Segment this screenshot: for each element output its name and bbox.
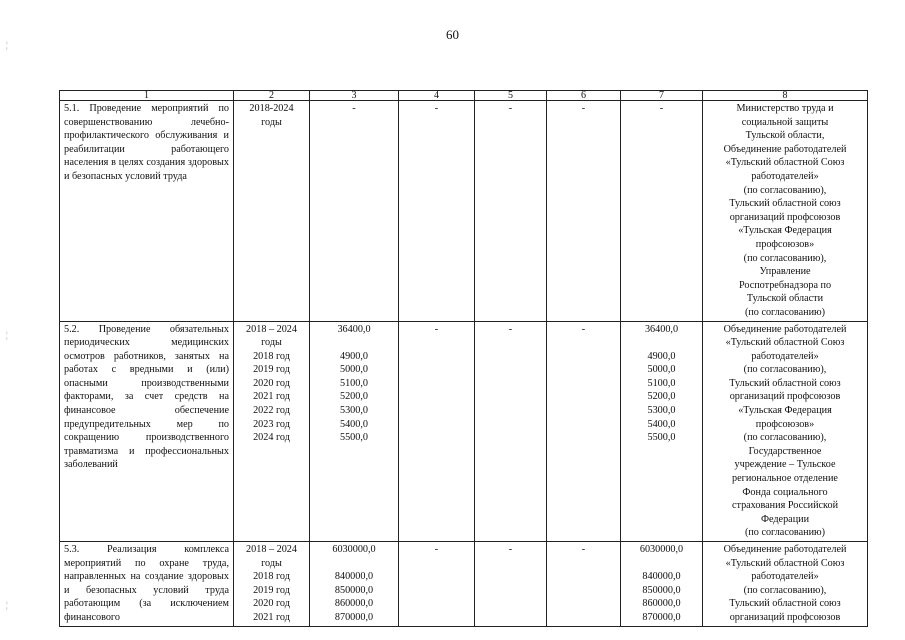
cell-line: 840000,0 [334,571,374,583]
amount-cell [399,321,475,542]
cell-line: - [434,544,439,555]
column-header: 6 [547,91,621,101]
cell-line: - [508,103,513,114]
spacer [625,336,698,350]
table-header-row [60,91,868,101]
cell-line: 5200,0 [339,391,368,403]
cell-line: 5400,0 [647,418,676,430]
scan-margin-mark: ¦ [6,330,8,340]
cell-line: Фонда социального [742,486,828,498]
amount-cell [547,321,621,542]
cell-line: - [434,103,439,114]
cell-line: 5100,0 [339,377,368,389]
cell-line: 4900,0 [647,350,676,362]
cell-line: Объединение работодателей [723,544,847,555]
cell-line: 850000,0 [334,584,374,596]
measures-table [59,90,868,627]
cell-line: (по согласованию), [743,184,827,196]
column-header: 5 [475,91,547,101]
cell-line: 5300,0 [339,405,368,417]
spacer [314,336,394,350]
cell-line: 2019 год [253,584,290,596]
cell-line: - [352,103,356,114]
cell-line: Тульский областной союз [729,377,841,389]
cell-line: работодателей» [751,350,819,362]
cell-line: организаций профсоюзов [729,211,841,223]
cell-line: 5300,0 [647,405,676,417]
cell-line: профсоюзов» [755,418,815,430]
cell-line: 5.1. Проведение мероприятий по совершенствованию лечебно-профилактического обслуживания и реабилитации работающего населения в целях создания здоровых и безопасных условий труда [64,103,229,182]
cell-line: 860000,0 [334,598,374,610]
responsible-cell [703,542,868,627]
cell-line: 2021 год [253,391,290,403]
measure-title [60,101,234,322]
cell-line: Министерство труда и [736,103,834,114]
amount-total-cell [310,321,399,542]
amount-cell [547,542,621,627]
cell-line: профсоюзов» [755,238,815,250]
cell-line: организаций профсоюзов [729,391,841,403]
column-header: 8 [703,91,868,101]
period-cell [234,542,310,627]
page-number: 60 [446,27,459,42]
cell-line: Тульский областной союз [729,598,841,610]
cell-line: 5500,0 [647,432,676,444]
period-range: 2018 – 2024 годы [246,544,297,569]
measure-title [60,542,234,627]
cell-line: (по согласованию) [744,306,826,318]
cell-line: Тульской области [746,293,824,305]
cell-line: «Тульский областной Союз [725,557,845,569]
cell-line: 5200,0 [647,391,676,403]
period-range: 2018 – 2024 годы [246,323,297,349]
scan-margin-mark: ¦ [6,40,8,50]
cell-line: - [659,103,664,114]
cell-line: (по согласованию), [743,252,827,264]
spacer [314,557,394,571]
cell-line: работодателей» [751,571,819,583]
cell-line: 6030000,0 [639,544,684,555]
cell-line: - [581,323,586,335]
cell-line: 5.3. Реализация комплекса мероприятий по охране труда, направленных на создание здоровых и безопасных условий труда работающим (за исключением финансового [64,544,229,623]
cell-line: Объединение работодателей [723,323,847,335]
cell-line: учреждение – Тульское [734,459,836,471]
cell-line: 4900,0 [339,350,368,362]
cell-line: 5000,0 [647,364,676,376]
spacer [625,557,698,571]
scan-margin-mark: ¦ [6,600,8,610]
cell-line: - [581,103,586,114]
column-header: 7 [621,91,703,101]
amount-other-cell [621,321,703,542]
cell-line: 840000,0 [642,571,681,583]
cell-line: 850000,0 [642,584,681,596]
cell-line: «Тульский областной Союз [725,157,845,169]
cell-line: Объединение работодателей [723,143,847,155]
amount-cell [399,542,475,627]
cell-line: Управление [759,266,811,278]
amount-cell [475,101,547,322]
cell-line: 5500,0 [339,432,368,444]
column-header: 4 [399,91,475,101]
cell-line: 2023 год [253,418,290,430]
cell-line: «Тульская Федерация [738,405,832,417]
cell-line: региональное отделение [732,473,838,485]
cell-line: 2019 год [253,364,290,376]
cell-line: 870000,0 [642,611,681,623]
cell-line: 860000,0 [642,598,681,610]
cell-line: - [434,323,439,335]
amount-cell [475,542,547,627]
amount-other-cell [621,542,703,627]
amount-cell [475,321,547,542]
cell-line: 2020 год [253,598,290,610]
cell-line: 2018 год [253,571,290,583]
cell-line: 5100,0 [647,377,676,389]
period-range: 2018-2024 годы [249,103,294,128]
cell-line: 5400,0 [339,418,368,430]
cell-line: - [508,323,513,335]
cell-line: 2018 год [253,350,290,362]
measure-title [60,321,234,542]
column-header: 1 [60,91,234,101]
cell-line: - [581,544,586,555]
column-header: 2 [234,91,310,101]
cell-line: Тульский областной союз [729,198,841,210]
amount-other-cell [621,101,703,322]
cell-line: 5.2. Проведение обязательных периодических медицинских осмотров работников, занятых на работах с вредными и (или) опасными производственными факторами, за счет средств на финансовое обеспечение предупредительных мер по сокращению производственного травматизма и профессиональных заболеваний [64,323,229,471]
cell-line: «Тульская Федерация [738,225,832,237]
cell-line: 870000,0 [334,611,374,623]
cell-line: Роспотребнадзора по [738,279,832,291]
responsible-cell [703,101,868,322]
table-row [60,542,868,627]
cell-line: 6030000,0 [332,544,376,555]
amount-total-cell [310,101,399,322]
table-row [60,321,868,542]
table-row [60,101,868,322]
period-cell [234,101,310,322]
cell-line: (по согласованию), [743,584,827,596]
amount-cell [547,101,621,322]
amount-cell [399,101,475,322]
cell-line: 2020 год [253,377,290,389]
cell-line: Государственное [748,445,822,457]
cell-line: работодателей» [751,170,819,182]
period-cell [234,321,310,542]
cell-line: - [508,544,513,555]
cell-line: 36400,0 [337,323,371,335]
cell-line: (по согласованию) [744,527,826,539]
cell-line: 2024 год [253,432,290,444]
cell-line: страхования Российской [731,500,839,512]
cell-line: «Тульский областной Союз [725,337,845,349]
cell-line: Тульской области, [745,130,825,142]
column-header: 3 [310,91,399,101]
amount-total-cell [310,542,399,627]
cell-line: (по согласованию), [743,432,827,444]
cell-line: Федерации [760,513,810,525]
responsible-cell [703,321,868,542]
cell-line: организаций профсоюзов [729,611,841,623]
cell-line: 2021 год [253,611,290,623]
cell-line: (по согласованию), [743,364,827,376]
cell-line: социальной защиты [741,116,829,128]
cell-line: 5000,0 [339,364,368,376]
cell-line: 2022 год [253,405,290,417]
cell-line: 36400,0 [644,323,679,335]
